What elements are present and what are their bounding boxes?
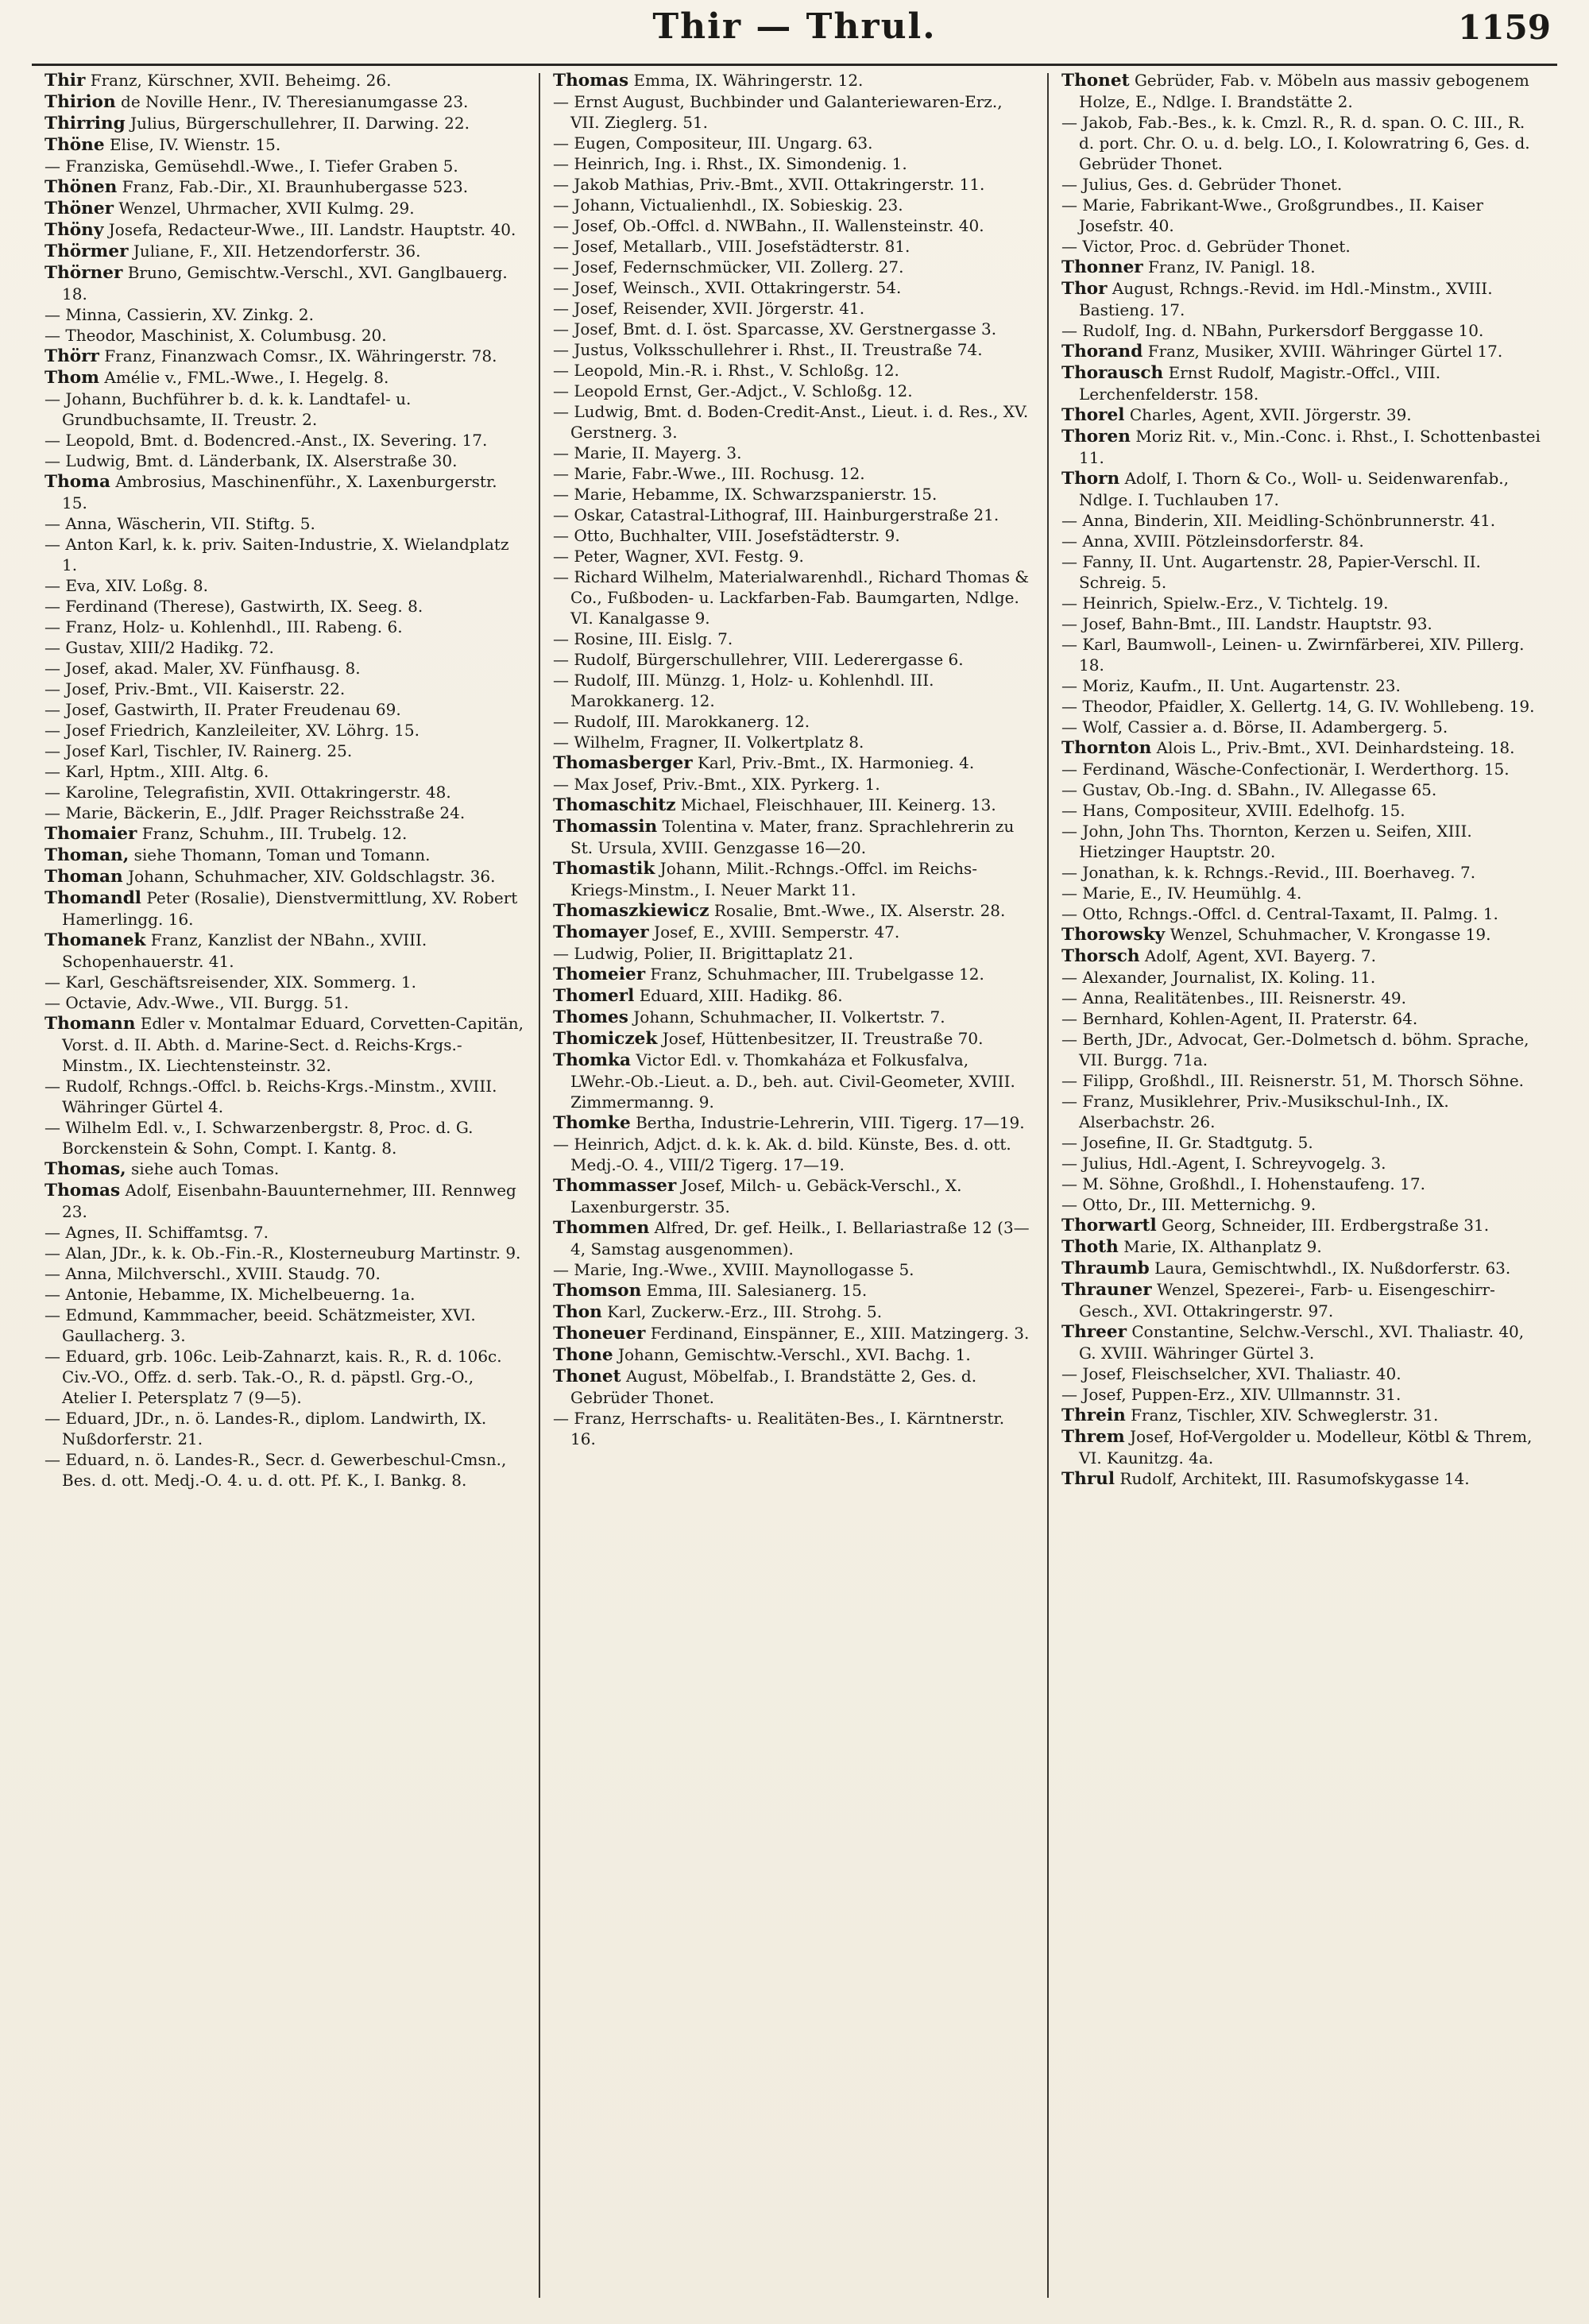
directory-entry: Thir Franz, Kürschner, XVII. Beheimg. 26.: [44, 71, 392, 91]
entry-surname: Thomes: [553, 1007, 628, 1027]
directory-entry: — Josef, Metallarb., VIII. Josefstädterstr. 81.: [553, 237, 910, 256]
entry-surname: Thörr: [44, 346, 99, 366]
directory-entry: — Ludwig, Bmt. d. Länderbank, IX. Alserstraße 30.: [44, 451, 458, 470]
entry-surname: Thone: [553, 1345, 613, 1365]
directory-entry: — Heinrich, Ing. i. Rhst., IX. Simondenig. 1.: [553, 154, 907, 173]
entry-surname: Thomiczek: [553, 1029, 658, 1049]
directory-entry: — Josef, Priv.-Bmt., VII. Kaiserstr. 22.: [44, 679, 346, 698]
entry-surname: Threer: [1061, 1322, 1127, 1342]
entry-surname: Thomayer: [553, 922, 649, 942]
entry-surname: Thraumb: [1061, 1259, 1150, 1278]
directory-entry: — Rudolf, III. Münzg. 1, Holz- u. Kohlenhdl. III. Marokkanerg. 12.: [553, 671, 934, 710]
directory-entry: Threm Josef, Hof-Vergolder u. Modelleur, Kötbl & Threm, VI. Kaunitzg. 4a.: [1061, 1427, 1533, 1467]
directory-entry: — Hans, Compositeur, XVIII. Edelhofg. 15.: [1061, 801, 1405, 820]
entry-surname: Thoren: [1061, 427, 1131, 447]
directory-entry: — Karl, Geschäftsreisender, XIX. Sommerg. 1.: [44, 973, 416, 992]
entry-surname: Thirring: [44, 114, 126, 133]
entry-surname: Thoman: [44, 867, 123, 887]
directory-entry: Thrul Rudolf, Architekt, III. Rasumofskygasse 14.: [1061, 1469, 1470, 1489]
directory-entry: Thorn Adolf, I. Thorn & Co., Woll- u. Seidenwarenfab., Ndlge. I. Tuchlauben 17.: [1061, 469, 1509, 509]
directory-entry: — Berth, JDr., Advocat, Ger.-Dolmetsch d. böhm. Sprache, VII. Burgg. 71a.: [1061, 1030, 1529, 1069]
entry-surname: Thomanek: [44, 930, 146, 950]
entry-surname: Thorowsky: [1061, 925, 1166, 945]
directory-entry: — Gustav, Ob.-Ing. d. SBahn., IV. Allegasse 65.: [1061, 780, 1437, 799]
directory-entry: — Jakob, Fab.-Bes., k. k. Cmzl. R., R. d. span. O. C. III., R. d. port. Chr. O. u. d. belg. LO., I. Kolowratring 6, Ges. d. Gebrüder Thonet.: [1061, 113, 1530, 173]
directory-entry: — Theodor, Maschinist, X. Columbusg. 20.: [44, 326, 387, 345]
directory-entry: — Wilhelm Edl. v., I. Schwarzenbergstr. 8, Proc. d. G. Borckenstein & Sohn, Compt. I. Kantg. 8.: [44, 1118, 474, 1158]
directory-entry: — Josef, Gastwirth, II. Prater Freudenau 69.: [44, 700, 401, 719]
entry-surname: Thomerl: [553, 986, 635, 1006]
entry-surname: Thorausch: [1061, 363, 1164, 383]
directory-entry: — Franz, Holz- u. Kohlenhdl., III. Rabeng. 6.: [44, 617, 403, 636]
entry-surname: Thrul: [1061, 1469, 1115, 1489]
directory-entry: — Wolf, Cassier a. d. Börse, II. Adambergerg. 5.: [1061, 717, 1448, 737]
directory-entry: Thorwartl Georg, Schneider, III. Erdbergstraße 31.: [1061, 1216, 1490, 1235]
directory-entry: — Karl, Hptm., XIII. Altg. 6.: [44, 762, 269, 781]
directory-entry: — Oskar, Catastral-Lithograf, III. Hainburgerstraße 21.: [553, 505, 999, 524]
directory-entry: — Filipp, Großhdl., III. Reisnerstr. 51, M. Thorsch Söhne.: [1061, 1071, 1525, 1090]
directory-entry: — Anna, Binderin, XII. Meidling-Schönbrunnerstr. 41.: [1061, 511, 1496, 530]
directory-entry: — Marie, II. Mayerg. 3.: [553, 443, 742, 462]
entry-surname: Thomassin: [553, 817, 658, 837]
directory-entry: Thoren Moriz Rit. v., Min.-Conc. i. Rhst., I. Schottenbastei 11.: [1061, 427, 1541, 467]
directory-entry: Thomayer Josef, E., XVIII. Semperstr. 47.: [553, 922, 900, 942]
entry-surname: Thorn: [1061, 469, 1120, 489]
directory-entry: Thonet Gebrüder, Fab. v. Möbeln aus massiv gebogenem Holze, E., Ndlge. I. Brandstätte 2.: [1061, 71, 1529, 111]
directory-columns: [44, 70, 1554, 2303]
entry-surname: Thönen: [44, 177, 118, 197]
directory-entry: Thirring Julius, Bürgerschullehrer, II. Darwing. 22.: [44, 114, 470, 133]
entry-surname: Thornton: [1061, 738, 1152, 758]
entry-surname: Thomas,: [44, 1159, 126, 1179]
entry-surname: Thonner: [1061, 257, 1143, 277]
directory-entry: Thorel Charles, Agent, XVII. Jörgerstr. 39.: [1061, 405, 1412, 425]
directory-entry: — Agnes, II. Schiffamtsg. 7.: [44, 1223, 269, 1242]
directory-entry: — Josef Friedrich, Kanzleileiter, XV. Löhrg. 15.: [44, 721, 419, 740]
directory-entry: — Josef, Fleischselcher, XVI. Thaliastr. 40.: [1061, 1364, 1401, 1383]
directory-entry: — Ferdinand, Wäsche-Confectionär, I. Werderthorg. 15.: [1061, 760, 1510, 779]
directory-entry: Thomaszkiewicz Rosalie, Bmt.-Wwe., IX. Alserstr. 28.: [553, 901, 1006, 921]
entry-surname: Thoman,: [44, 845, 130, 865]
directory-entry: — Josef Karl, Tischler, IV. Rainerg. 25.: [44, 741, 353, 760]
directory-entry: — Anna, Realitätenbes., III. Reisnerstr. 49.: [1061, 988, 1406, 1007]
directory-column-1: [44, 70, 524, 2303]
directory-entry: — Franziska, Gemüsehdl.-Wwe., I. Tiefer Graben 5.: [44, 157, 458, 176]
directory-entry: — Karoline, Telegrafistin, XVII. Ottakringerstr. 48.: [44, 783, 451, 802]
entry-surname: Thon: [553, 1302, 602, 1322]
entry-surname: Thomson: [553, 1281, 642, 1301]
directory-entry: Thornton Alois L., Priv.-Bmt., XVI. Deinhardsteing. 18.: [1061, 738, 1515, 758]
entry-surname: Thorwartl: [1061, 1216, 1157, 1235]
directory-entry: — Antonie, Hebamme, IX. Michelbeuerng. 1a.: [44, 1285, 416, 1304]
directory-entry: — Josef, Reisender, XVII. Jörgerstr. 41.: [553, 299, 865, 318]
directory-entry: — Marie, Fabrikant-Wwe., Großgrundbes., II. Kaiser Josefstr. 40.: [1061, 195, 1483, 235]
directory-entry: Threin Franz, Tischler, XIV. Schweglerstr. 31.: [1061, 1406, 1439, 1425]
directory-entry: Thöne Elise, IV. Wienstr. 15.: [44, 135, 281, 155]
directory-entry: — Otto, Rchngs.-Offcl. d. Central-Taxamt, II. Palmg. 1.: [1061, 904, 1498, 923]
entry-surname: Thöny: [44, 220, 104, 240]
running-title: Thir — Thrul.: [652, 6, 937, 47]
directory-entry: Thorowsky Wenzel, Schuhmacher, V. Krongasse 19.: [1061, 925, 1491, 945]
directory-entry: Thomeier Franz, Schuhmacher, III. Trubelgasse 12.: [553, 965, 984, 984]
entry-surname: Thörner: [44, 263, 123, 283]
directory-entry: — Eugen, Compositeur, III. Ungarg. 63.: [553, 133, 873, 153]
directory-entry: Thomassin Tolentina v. Mater, franz. Sprachlehrerin zu St. Ursula, XVIII. Genzgasse 16—20.: [553, 817, 1015, 857]
directory-entry: Thomka Victor Edl. v. Thomkaháza et Folkusfalva, LWehr.-Ob.-Lieut. a. D., beh. aut. Civil-Geometer, XVIII. Zimmermanng. 9.: [553, 1050, 1015, 1112]
directory-entry: — Ferdinand (Therese), Gastwirth, IX. Seeg. 8.: [44, 597, 423, 616]
directory-entry: Thrauner Wenzel, Spezerei-, Farb- u. Eisengeschirr-Gesch., XVI. Ottakringerstr. 97.: [1061, 1280, 1495, 1321]
directory-entry: — Edmund, Kammmacher, beeid. Schätzmeister, XVI. Gaullacherg. 3.: [44, 1305, 476, 1345]
directory-entry: Thomiczek Josef, Hüttenbesitzer, II. Treustraße 70.: [553, 1029, 984, 1049]
entry-surname: Thrauner: [1061, 1280, 1152, 1300]
directory-entry: — Eduard, grb. 106c. Leib-Zahnarzt, kais. R., R. d. 106c. Civ.-VO., Offz. d. serb. Tak.-O., R. d. päpstl. Grg.-O., Atelier I. Petersplatz 7 (9—5).: [44, 1347, 502, 1407]
directory-entry: — Eva, XIV. Loßg. 8.: [44, 576, 208, 595]
directory-entry: Thomasberger Karl, Priv.-Bmt., IX. Harmonieg. 4.: [553, 753, 975, 773]
directory-entry: Thoman, siehe Thomann, Toman und Tomann.: [44, 845, 431, 865]
directory-entry: Thoth Marie, IX. Althanplatz 9.: [1061, 1237, 1322, 1257]
directory-entry: Thraumb Laura, Gemischtwhdl., IX. Nußdorferstr. 63.: [1061, 1259, 1511, 1278]
entry-surname: Thoma: [44, 472, 111, 492]
directory-entry: Thomann Edler v. Montalmar Eduard, Corvetten-Capitän, Vorst. d. II. Abth. d. Marine-Sect. d. Reichs-Krgs.-Minstm., IX. Liechtensteinstr. 32.: [44, 1014, 524, 1075]
entry-surname: Thomaszkiewicz: [553, 901, 709, 921]
directory-entry: Thone Johann, Gemischtw.-Verschl., XVI. Bachg. 1.: [553, 1345, 971, 1365]
directory-entry: — Marie, Ing.-Wwe., XVIII. Maynollogasse 5.: [553, 1260, 914, 1279]
directory-entry: Thor August, Rchngs.-Revid. im Hdl.-Minstm., XVIII. Bastieng. 17.: [1061, 279, 1493, 319]
directory-entry: — Heinrich, Adjct. d. k. k. Ak. d. bild. Künste, Bes. d. ott. Medj.-O. 4., VIII/2 Tigerg. 17—19.: [553, 1135, 1011, 1174]
directory-entry: — Eduard, n. ö. Landes-R., Secr. d. Gewerbeschul-Cmsn., Bes. d. ott. Medj.-O. 4. u. d. ott. Pf. K., I. Bankg. 8.: [44, 1450, 507, 1490]
directory-entry: — John, John Ths. Thornton, Kerzen u. Seifen, XIII. Hietzinger Hauptstr. 20.: [1061, 822, 1472, 861]
entry-surname: Thomasberger: [553, 753, 693, 773]
directory-entry: — Jonathan, k. k. Rchngs.-Revid., III. Boerhaveg. 7.: [1061, 863, 1476, 882]
directory-entry: — Wilhelm, Fragner, II. Volkertplatz 8.: [553, 733, 864, 752]
directory-entry: Thonner Franz, IV. Panigl. 18.: [1061, 257, 1316, 277]
directory-entry: — Max Josef, Priv.-Bmt., XIX. Pyrkerg. 1.: [553, 775, 880, 794]
entry-surname: Threm: [1061, 1427, 1125, 1447]
entry-surname: Thomke: [553, 1113, 631, 1133]
entry-surname: Thoneuer: [553, 1324, 646, 1344]
entry-surname: Thorand: [1061, 342, 1143, 362]
entry-surname: Thomeier: [553, 965, 646, 984]
entry-surname: Thoth: [1061, 1237, 1119, 1257]
page-number: 1159: [1458, 8, 1551, 47]
directory-entry: Thörmer Juliane, F., XII. Hetzendorferstr. 36.: [44, 242, 421, 261]
entry-surname: Threin: [1061, 1406, 1126, 1425]
directory-entry: — Marie, Fabr.-Wwe., III. Rochusg. 12.: [553, 464, 865, 483]
directory-entry: Thönen Franz, Fab.-Dir., XI. Braunhubergasse 523.: [44, 177, 469, 197]
directory-entry: — Leopold, Bmt. d. Bodencred.-Anst., IX. Severing. 17.: [44, 431, 488, 450]
directory-entry: — Bernhard, Kohlen-Agent, II. Praterstr. 64.: [1061, 1009, 1418, 1028]
directory-entry: — Josef, Ob.-Offcl. d. NWBahn., II. Wallensteinstr. 40.: [553, 216, 984, 235]
directory-entry: Thommasser Josef, Milch- u. Gebäck-Verschl., X. Laxenburgerstr. 35.: [553, 1176, 962, 1216]
entry-surname: Thom: [44, 368, 100, 388]
directory-entry: Thomas Emma, IX. Währingerstr. 12.: [553, 71, 864, 91]
directory-entry: — Josefine, II. Gr. Stadtgutg. 5.: [1061, 1133, 1313, 1152]
directory-entry: — Marie, E., IV. Heumühlg. 4.: [1061, 884, 1302, 903]
directory-entry: — Alan, JDr., k. k. Ob.-Fin.-R., Klosterneuburg Martinstr. 9.: [44, 1243, 521, 1263]
directory-entry: Thorsch Adolf, Agent, XVI. Bayerg. 7.: [1061, 946, 1376, 966]
directory-entry: Thom Amélie v., FML.-Wwe., I. Hegelg. 8.: [44, 368, 389, 388]
directory-entry: — Karl, Baumwoll-, Leinen- u. Zwirnfärberei, XIV. Pillerg. 18.: [1061, 635, 1525, 675]
directory-entry: — Rudolf, Rchngs.-Offcl. b. Reichs-Krgs.-Minstm., XVIII. Währinger Gürtel 4.: [44, 1077, 497, 1116]
directory-entry: Thomerl Eduard, XIII. Hadikg. 86.: [553, 986, 843, 1006]
directory-entry: — Justus, Volksschullehrer i. Rhst., II. Treustraße 74.: [553, 340, 983, 359]
directory-entry: — Marie, Bäckerin, E., Jdlf. Prager Reichsstraße 24.: [44, 803, 466, 822]
directory-entry: Thörr Franz, Finanzwach Comsr., IX. Währingerstr. 78.: [44, 346, 497, 366]
directory-entry: — Ernst August, Buchbinder und Galanteriewaren-Erz., VII. Zieglerg. 51.: [553, 92, 1003, 132]
entry-surname: Thöne: [44, 135, 105, 155]
directory-entry: — Franz, Musiklehrer, Priv.-Musikschul-Inh., IX. Alserbachstr. 26.: [1061, 1092, 1449, 1131]
directory-entry: — Johann, Buchführer b. d. k. k. Landtafel- u. Grundbuchsamte, II. Treustr. 2.: [44, 389, 412, 429]
header-rule: [32, 64, 1557, 66]
directory-entry: — Rudolf, III. Marokkanerg. 12.: [553, 712, 810, 731]
directory-entry: Thoma Ambrosius, Maschinenführ., X. Laxenburgerstr. 15.: [44, 472, 497, 512]
entry-surname: Thöner: [44, 199, 114, 218]
directory-entry: — Josef, Weinsch., XVII. Ottakringerstr. 54.: [553, 278, 902, 297]
directory-entry: — Theodor, Pfaidler, X. Gellertg. 14, G. IV. Wohllebeng. 19.: [1061, 697, 1535, 716]
entry-surname: Thomas: [44, 1181, 121, 1201]
entry-surname: Thonet: [553, 1367, 621, 1386]
directory-entry: Thomson Emma, III. Salesianerg. 15.: [553, 1281, 868, 1301]
directory-entry: Thomaschitz Michael, Fleischhauer, III. Keinerg. 13.: [553, 795, 996, 815]
directory-entry: Thomke Bertha, Industrie-Lehrerin, VIII. Tigerg. 17—19.: [553, 1113, 1025, 1133]
directory-entry: — Josef, akad. Maler, XV. Fünfhausg. 8.: [44, 659, 361, 678]
directory-column-3: [1061, 70, 1541, 2303]
directory-entry: — Leopold, Min.-R. i. Rhst., V. Schloßg. 12.: [553, 361, 899, 380]
entry-surname: Thorel: [1061, 405, 1125, 425]
directory-entry: Threer Constantine, Selchw.-Verschl., XVI. Thaliastr. 40, G. XVIII. Währinger Gürtel 3.: [1061, 1322, 1525, 1363]
directory-entry: Thörner Bruno, Gemischtw.-Verschl., XVI. Ganglbauerg. 18.: [44, 263, 508, 304]
entry-surname: Thomastik: [553, 859, 655, 879]
directory-entry: — Heinrich, Spielw.-Erz., V. Tichtelg. 19.: [1061, 594, 1389, 613]
directory-entry: Thomastik Johann, Milit.-Rchngs.-Offcl. im Reichs-Kriegs-Minstm., I. Neuer Markt 11.: [553, 859, 978, 899]
directory-entry: — Franz, Herrschafts- u. Realitäten-Bes., I. Kärntnerstr. 16.: [553, 1409, 1005, 1448]
entry-surname: Thomas: [553, 71, 629, 91]
directory-entry: — Julius, Ges. d. Gebrüder Thonet.: [1061, 175, 1343, 194]
entry-surname: Thomann: [44, 1014, 136, 1034]
directory-entry: — Rosine, III. Eislg. 7.: [553, 629, 733, 648]
directory-entry: Thorand Franz, Musiker, XVIII. Währinger Gürtel 17.: [1061, 342, 1503, 362]
directory-entry: — Johann, Victualienhdl., IX. Sobieskig. 23.: [553, 195, 903, 215]
directory-entry: Thoneuer Ferdinand, Einspänner, E., XIII. Matzingerg. 3.: [553, 1324, 1030, 1344]
directory-entry: — Peter, Wagner, XVI. Festg. 9.: [553, 547, 804, 566]
directory-entry: Thöny Josefa, Redacteur-Wwe., III. Landstr. Hauptstr. 40.: [44, 220, 516, 240]
directory-entry: — Leopold Ernst, Ger.-Adjct., V. Schloßg. 12.: [553, 381, 913, 400]
directory-entry: Thoman Johann, Schuhmacher, XIV. Goldschlagstr. 36.: [44, 867, 496, 887]
entry-surname: Thomandl: [44, 888, 142, 908]
directory-entry: Thomandl Peter (Rosalie), Dienstvermittlung, XV. Robert Hamerlingg. 16.: [44, 888, 518, 929]
directory-entry: — Josef, Bahn-Bmt., III. Landstr. Hauptstr. 93.: [1061, 614, 1432, 633]
directory-column-2: [553, 70, 1033, 2303]
directory-entry: — Rudolf, Bürgerschullehrer, VIII. Lederergasse 6.: [553, 650, 964, 669]
directory-entry: Thöner Wenzel, Uhrmacher, XVII Kulmg. 29.: [44, 199, 415, 218]
directory-entry: — Minna, Cassierin, XV. Zinkg. 2.: [44, 305, 314, 324]
page-header: [32, 0, 1557, 57]
directory-entry: — Anna, Milchverschl., XVIII. Staudg. 70.: [44, 1264, 381, 1283]
entry-surname: Thomka: [553, 1050, 631, 1070]
directory-entry: Thommen Alfred, Dr. gef. Heilk., I. Bellariastraße 12 (3—4, Samstag ausgenommen).: [553, 1218, 1030, 1259]
entry-surname: Thorsch: [1061, 946, 1140, 966]
directory-entry: — Fanny, II. Unt. Augartenstr. 28, Papier-Verschl. II. Schreig. 5.: [1061, 552, 1481, 592]
directory-entry: — Octavie, Adv.-Wwe., VII. Burgg. 51.: [44, 993, 350, 1012]
entry-surname: Thomaschitz: [553, 795, 676, 815]
directory-entry: Thorausch Ernst Rudolf, Magistr.-Offcl., VIII. Lerchenfelderstr. 158.: [1061, 363, 1441, 404]
directory-entry: — Anna, XVIII. Pötzleinsdorferstr. 84.: [1061, 532, 1364, 551]
entry-surname: Thommen: [553, 1218, 650, 1238]
entry-surname: Thir: [44, 71, 86, 91]
directory-entry: — Julius, Hdl.-Agent, I. Schreyvogelg. 3.: [1061, 1154, 1386, 1173]
directory-entry: — Josef, Puppen-Erz., XIV. Ullmannstr. 31.: [1061, 1385, 1401, 1404]
directory-entry: — Anna, Wäscherin, VII. Stiftg. 5.: [44, 514, 315, 533]
directory-entry: — Richard Wilhelm, Materialwarenhdl., Richard Thomas & Co., Fußboden- u. Lackfarben-Fab. Baumgarten, Ndlge. VI. Kanalgasse 9.: [553, 567, 1030, 628]
directory-entry: — Alexander, Journalist, IX. Koling. 11.: [1061, 968, 1376, 987]
directory-entry: — Jakob Mathias, Priv.-Bmt., XVII. Ottakringerstr. 11.: [553, 175, 985, 194]
directory-entry: Thon Karl, Zuckerw.-Erz., III. Strohg. 5.: [553, 1302, 883, 1322]
entry-surname: Thomaier: [44, 824, 137, 844]
directory-entry: — Josef, Bmt. d. I. öst. Sparcasse, XV. Gerstnergasse 3.: [553, 319, 997, 338]
entry-surname: Thonet: [1061, 71, 1130, 91]
entry-surname: Thörmer: [44, 242, 129, 261]
directory-entry: Thomes Johann, Schuhmacher, II. Volkertstr. 7.: [553, 1007, 945, 1027]
directory-entry: — M. Söhne, Großhdl., I. Hohenstaufeng. 17.: [1061, 1174, 1425, 1193]
directory-entry: — Ludwig, Bmt. d. Boden-Credit-Anst., Lieut. i. d. Res., XV. Gerstnerg. 3.: [553, 402, 1029, 442]
directory-entry: — Eduard, JDr., n. ö. Landes-R., diplom. Landwirth, IX. Nußdorferstr. 21.: [44, 1409, 487, 1448]
directory-entry: — Moriz, Kaufm., II. Unt. Augartenstr. 23.: [1061, 676, 1401, 695]
entry-surname: Thirion: [44, 92, 116, 112]
directory-entry: — Marie, Hebamme, IX. Schwarzspanierstr. 15.: [553, 485, 938, 504]
directory-entry: Thomanek Franz, Kanzlist der NBahn., XVIII. Schopenhauerstr. 41.: [44, 930, 427, 971]
directory-entry: Thirion de Noville Henr., IV. Theresianumgasse 23.: [44, 92, 469, 112]
directory-entry: — Ludwig, Polier, II. Brigittaplatz 21.: [553, 944, 853, 963]
directory-entry: — Anton Karl, k. k. priv. Saiten-Industrie, X. Wielandplatz 1.: [44, 535, 509, 574]
entry-surname: Thommasser: [553, 1176, 677, 1196]
directory-entry: Thomas, siehe auch Tomas.: [44, 1159, 280, 1179]
directory-entry: — Otto, Buchhalter, VIII. Josefstädterstr. 9.: [553, 526, 900, 545]
directory-entry: — Rudolf, Ing. d. NBahn, Purkersdorf Berggasse 10.: [1061, 321, 1484, 340]
directory-entry: — Gustav, XIII/2 Hadikg. 72.: [44, 638, 274, 657]
directory-entry: Thomas Adolf, Eisenbahn-Bauunternehmer, III. Rennweg 23.: [44, 1181, 516, 1221]
directory-entry: Thomaier Franz, Schuhm., III. Trubelg. 12.: [44, 824, 408, 844]
directory-entry: — Otto, Dr., III. Metternichg. 9.: [1061, 1195, 1316, 1214]
directory-entry: Thonet August, Möbelfab., I. Brandstätte 2, Ges. d. Gebrüder Thonet.: [553, 1367, 977, 1407]
directory-entry: — Josef, Federnschmücker, VII. Zollerg. 27.: [553, 257, 904, 276]
entry-surname: Thor: [1061, 279, 1108, 299]
directory-entry: — Victor, Proc. d. Gebrüder Thonet.: [1061, 237, 1351, 256]
